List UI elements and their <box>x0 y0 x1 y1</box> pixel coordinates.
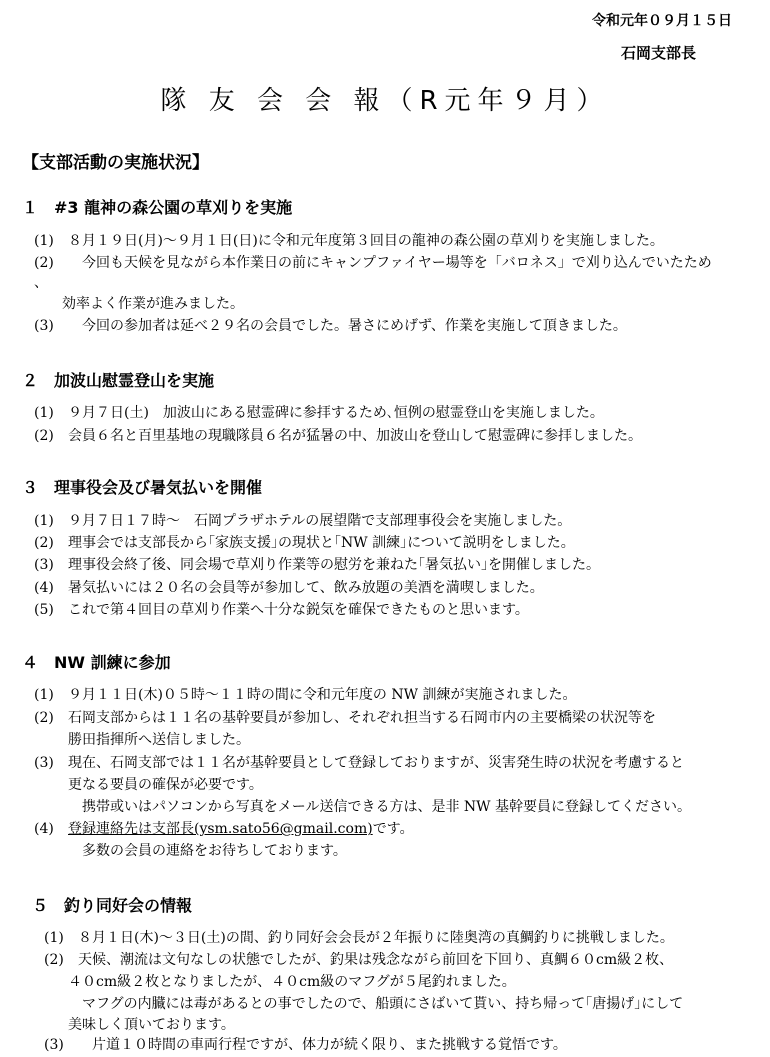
item-number: (1) <box>34 233 54 249</box>
section-5-item-1 <box>44 927 674 947</box>
section-5-item-2-note: マフグの内臓には毒があるとの事でしたので、船頭にさばいて貰い、持ち帰って｢唐揚げ｣にして <box>68 996 684 1012</box>
document-title: 隊 友 会 会 報（R元年９月） <box>160 86 610 116</box>
section-3-item-5 <box>34 599 529 619</box>
item-number: (1) <box>34 687 54 703</box>
item-text: ９月７日(土) 加波山にある慰霊碑に参拝するため､恒例の慰霊登山を実施しました。 <box>68 405 604 421</box>
section-4-item-3-note: 携帯或いはパソコンから写真をメール送信できる方は、是非 NW 基幹要員に登録してください。 <box>68 799 691 815</box>
item-number: (1) <box>34 513 54 529</box>
item-number: (3) <box>34 755 54 771</box>
section-5-item-2 <box>44 949 673 969</box>
document-author: 石岡支部長 <box>620 44 696 62</box>
section-1-item-2-comma: 、 <box>34 275 48 291</box>
section-3-item-1 <box>34 510 571 530</box>
section-3-item-3 <box>34 554 600 574</box>
section-4-item-4-cont: 多数の会員の連絡をお待ちしております。 <box>68 843 347 859</box>
item-text: 今回の参加者は延べ２９名の会員でした。暑さにめげず、作業を実施して頂きました。 <box>68 318 627 334</box>
section-4-item-4 <box>34 818 414 838</box>
item-text: ９月１１日(木)０５時～１１時の間に令和元年度の NW 訓練が実施されました。 <box>68 687 577 703</box>
item-number: (2) <box>44 952 64 968</box>
item-text: これで第４回目の草刈り作業へ十分な鋭気を確保できたものと思います。 <box>68 602 529 618</box>
item-number: (2) <box>34 428 54 444</box>
item-text: ８月１日(木)～３日(土)の間、釣り同好会会長が２年振りに陸奥湾の真鯛釣りに挑戦しました。 <box>78 930 674 946</box>
item-number: (1) <box>34 405 54 421</box>
section-heading: 【支部活動の実施状況】 <box>22 153 209 173</box>
item-text: 天候、潮流は文句なしの状態でしたが、釣果は残念ながら前回を下回り、真鯛６０cm級２枚、 <box>78 952 674 968</box>
section-5-item-2-note-cont: 美味しく頂いております。 <box>68 1017 235 1033</box>
section-5-item-2-cont: ４０cm級２枚となりましたが、４０cm級のマフグが５尾釣れました。 <box>68 974 516 990</box>
item-number: (3) <box>34 318 54 334</box>
item-number: (4) <box>34 580 54 596</box>
section-1-item-2-cont: 効率よく作業が進みました。 <box>34 296 244 312</box>
item-number: (5) <box>34 602 54 618</box>
section-2-item-1 <box>34 402 604 422</box>
section-1-title: １ #3 龍神の森公園の草刈りを実施 <box>22 198 293 217</box>
item-text: ９月７日１７時～ 石岡プラザホテルの展望階で支部理事役会を実施しました。 <box>68 513 572 529</box>
item-number: (2) <box>34 255 54 271</box>
item-text: ８月１９日(月)～９月１日(日)に令和元年度第３回目の龍神の森公園の草刈りを実施しました。 <box>68 233 664 249</box>
item-number: (1) <box>44 930 64 946</box>
section-2-item-2 <box>34 425 642 445</box>
item-text: 暑気払いには２０名の会員等が参加して、飲み放題の美酒を満喫しました。 <box>68 580 544 596</box>
item-number: (2) <box>34 710 54 726</box>
item-text: 片道１０時間の車両行程ですが、体力が続く限り、また挑戦する覚悟です。 <box>78 1037 567 1053</box>
section-3-item-2 <box>34 532 575 552</box>
item-text: 石岡支部からは１１名の基幹要員が参加し、それぞれ担当する石岡市内の主要橋梁の状況等を <box>68 710 656 726</box>
item-number: (3) <box>44 1037 64 1053</box>
document-date: 令和元年０９月１５日 <box>592 13 732 29</box>
item-text: 理事役会終了後、同会場で草刈り作業等の慰労を兼ねた｢暑気払い｣を開催しました。 <box>68 557 600 573</box>
section-1-item-2 <box>34 252 712 272</box>
item-number: (2) <box>34 535 54 551</box>
item-text: 今回も天候を見ながら本作業日の前にキャンプファイヤー場等を「バロネス」で刈り込んでいたため <box>68 255 712 271</box>
section-5-title: ５ 釣り同好会の情報 <box>32 896 193 915</box>
item-number: (4) <box>34 821 54 837</box>
section-1-item-3 <box>34 315 627 335</box>
item-text-suffix: です。 <box>372 821 414 837</box>
section-4-title: ４ NW 訓練に参加 <box>22 653 171 672</box>
item-text: 会員６名と百里基地の現職隊員６名が猛暑の中、加波山を登山して慰霊碑に参拝しました。 <box>68 428 642 444</box>
item-text: 現在、石岡支部では１１名が基幹要員として登録しておりますが、災害発生時の状況を考慮すると <box>68 755 684 771</box>
section-4-item-1 <box>34 684 576 704</box>
section-3-title: ３ 理事役会及び暑気払いを開催 <box>22 478 263 497</box>
contact-email-link[interactable]: 登録連絡先は支部長(ysm.sato56@gmail.com) <box>68 821 373 837</box>
section-3-item-4 <box>34 577 544 597</box>
section-4-item-2-cont: 勝田指揮所へ送信しました。 <box>68 732 250 748</box>
section-4-item-3 <box>34 752 684 772</box>
section-4-item-2 <box>34 707 656 727</box>
section-2-title: ２ 加波山慰霊登山を実施 <box>22 371 215 390</box>
section-1-item-1 <box>34 230 664 250</box>
item-number: (3) <box>34 557 54 573</box>
section-4-item-3-cont: 更なる要員の確保が必要です。 <box>68 777 263 793</box>
item-text: 理事会では支部長から｢家族支援｣の現状と｢NW 訓練｣について説明をしました。 <box>68 535 575 551</box>
section-5-item-3 <box>44 1034 567 1054</box>
